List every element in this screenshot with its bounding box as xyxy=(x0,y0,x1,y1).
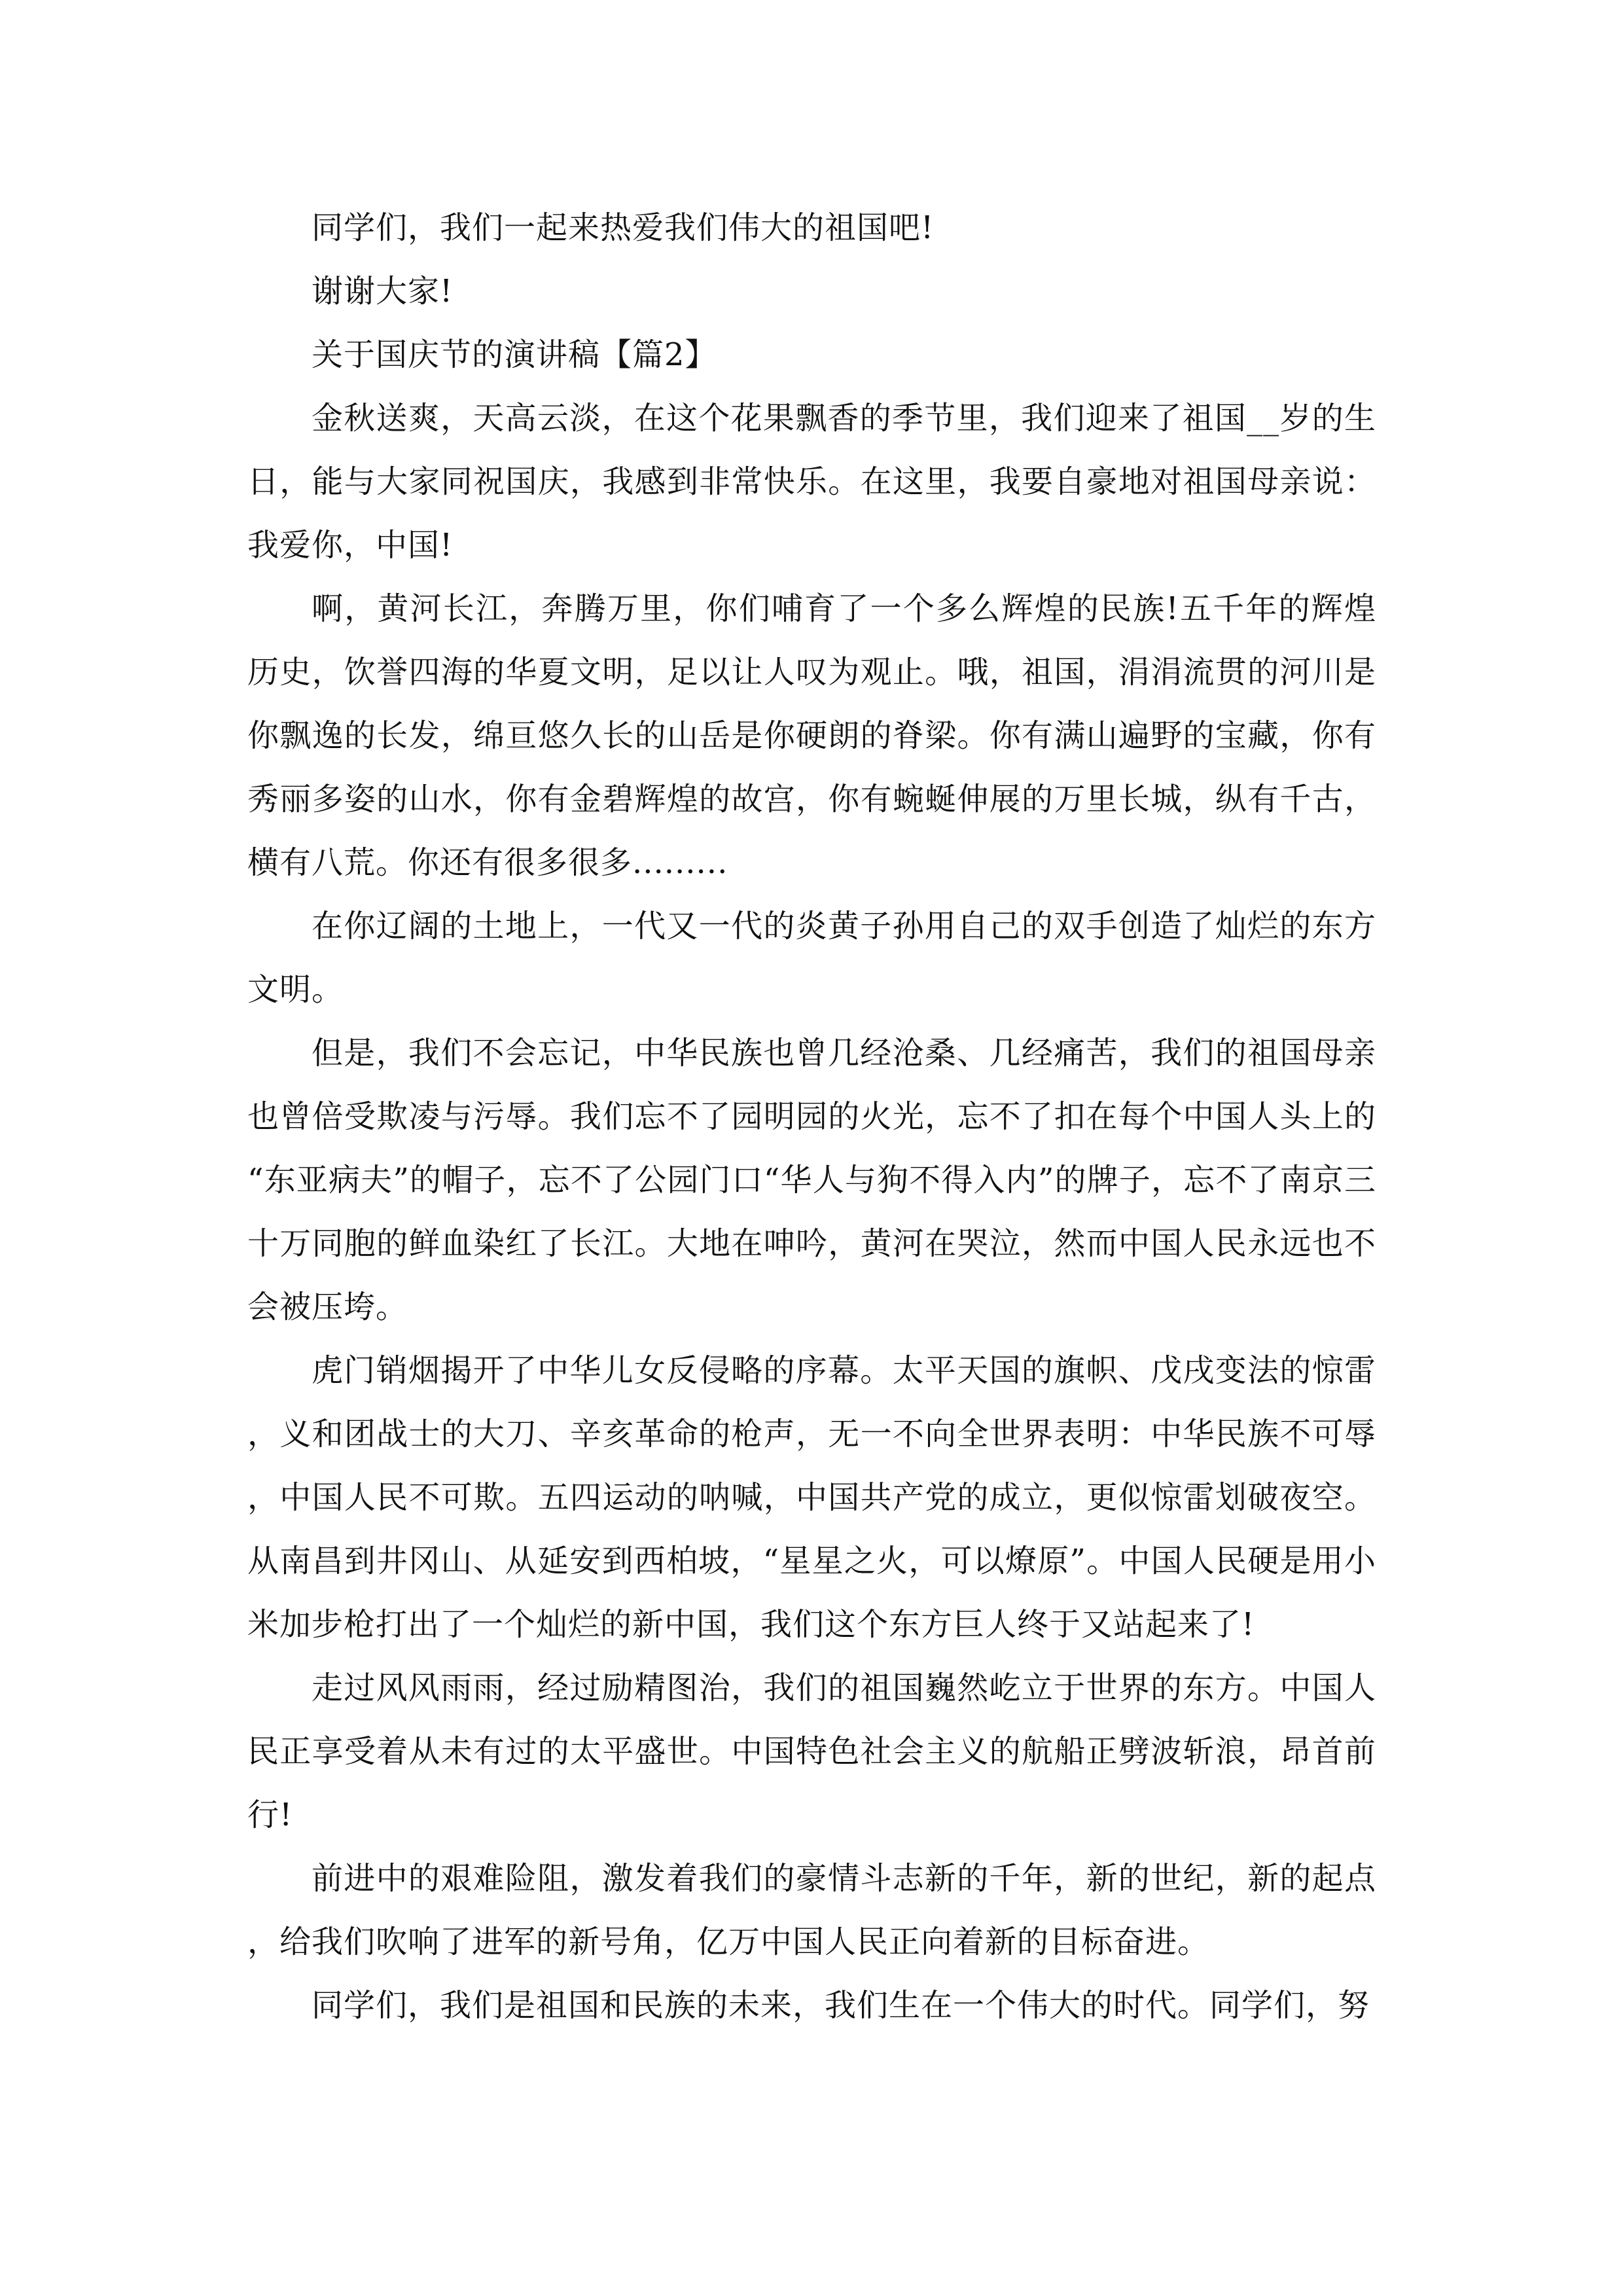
body-paragraph: 在你辽阔的土地上，一代又一代的炎黄子孙用自己的双手创造了灿烂的东方文明。 xyxy=(247,908,1376,1008)
body-paragraph: 同学们，我们是祖国和民族的未来，我们生在一个伟大的时代。同学们，努 xyxy=(312,1987,1370,2024)
body-paragraph: 虎门销烟揭开了中华儿女反侵略的序幕。太平天国的旗帜、戊戌变法的惊雷，义和团战士的大刀、辛亥革命的枪声，无一不向全世界表明：中华民族不可辱，中国人民不可欺。五四运动的呐喊，中国共产党的成立，更似惊雷划破夜空。从南昌到井冈山、从延安到西柏坡，“星星之火，可以燎原”。中国人民硬是用小米加步枪打出了一个灿烂的新中国，我们这个东方巨人终于又站起来了! xyxy=(247,1352,1376,1643)
body-paragraph: 但是，我们不会忘记，中华民族也曾几经沧桑、几经痛苦，我们的祖国母亲也曾倍受欺凌与污辱。我们忘不了园明园的火光，忘不了扣在每个中国人头上的“东亚病夫”的帽子，忘不了公园门口“华人与狗不得入内”的牌子，忘不了南京三十万同胞的鲜血染红了长江。大地在呻吟，黄河在哭泣，然而中国人民永远也不会被压垮。 xyxy=(247,1035,1376,1325)
body-paragraph: 金秋送爽，天高云淡，在这个花果飘香的季节里，我们迎来了祖国__岁的生日，能与大家同祝国庆，我感到非常快乐。在这里，我要自豪地对祖国母亲说：我爱你，中国! xyxy=(247,400,1376,564)
document-body xyxy=(247,196,1376,2037)
body-paragraph: 走过风风雨雨，经过励精图治，我们的祖国巍然屹立于世界的东方。中国人民正享受着从未有过的太平盛世。中国特色社会主义的航船正劈波斩浪，昂首前行! xyxy=(247,1670,1376,1833)
body-paragraph: 前进中的艰难险阻，激发着我们的豪情斗志新的千年，新的世纪，新的起点，给我们吹响了进军的新号角，亿万中国人民正向着新的目标奋进。 xyxy=(247,1860,1376,1960)
thanks-paragraph: 谢谢大家! xyxy=(312,273,454,310)
closing-call-paragraph: 同学们，我们一起来热爱我们伟大的祖国吧! xyxy=(312,209,935,246)
body-paragraph: 啊，黄河长江，奔腾万里，你们哺育了一个多么辉煌的民族!五千年的辉煌历史，饮誉四海的华夏文明，足以让人叹为观止。哦，祖国，涓涓流贯的河川是你飘逸的长发，绵亘悠久长的山岳是你硬朗的脊梁。你有满山遍野的宝藏，你有秀丽多姿的山水，你有金碧辉煌的故宫，你有蜿蜒伸展的万里长城，纵有千古，横有八荒。你还有很多很多......... xyxy=(247,590,1376,881)
section-title: 关于国庆节的演讲稿【篇2】 xyxy=(312,336,717,373)
